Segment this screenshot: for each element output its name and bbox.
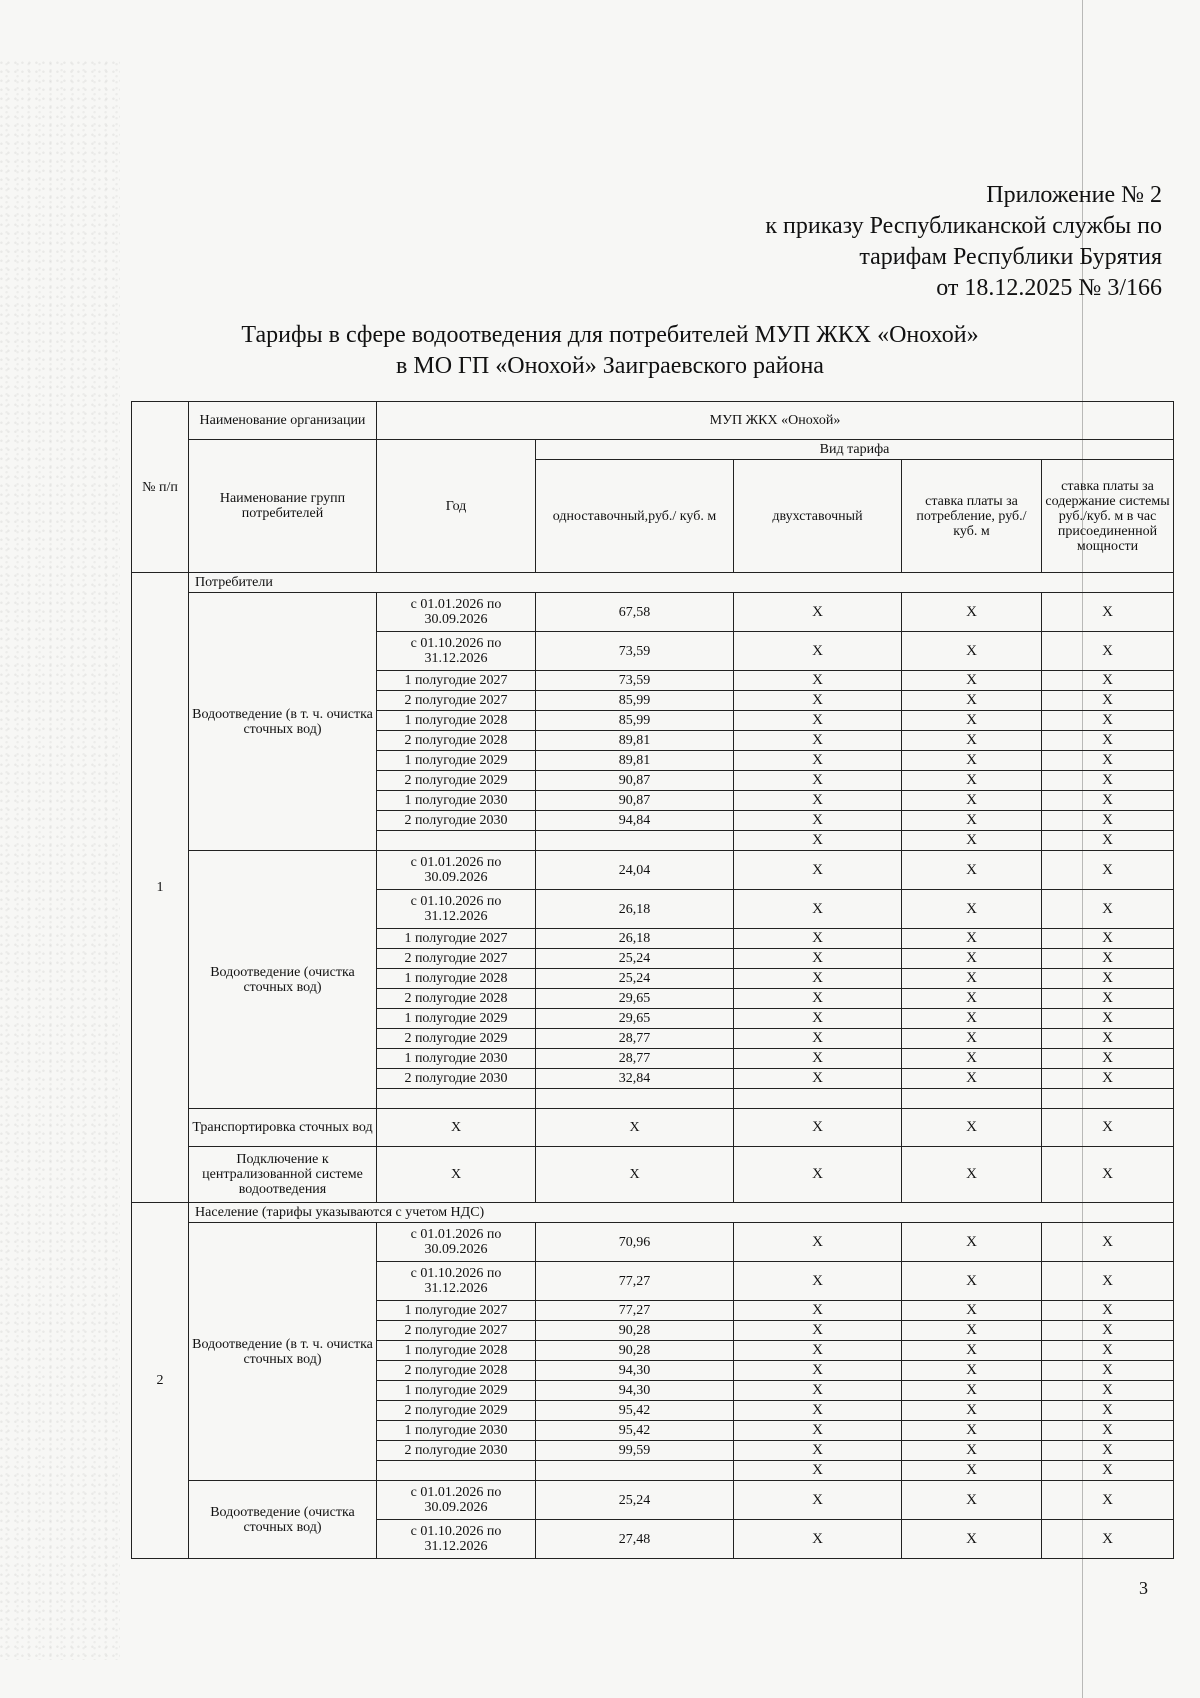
consumption-rate-cell: X <box>902 1109 1042 1147</box>
single-rate-cell: 29,65 <box>536 989 734 1009</box>
period-cell <box>377 1461 536 1481</box>
period-cell: с 01.10.2026 по 31.12.2026 <box>377 1520 536 1559</box>
period-cell <box>377 1089 536 1109</box>
header-tariff-type: Вид тарифа <box>536 440 1174 460</box>
single-rate-cell: 25,24 <box>536 949 734 969</box>
section-number: 1 <box>132 573 189 1203</box>
title-line: Тарифы в сфере водоотведения для потребителей МУП ЖКХ «Онохой» <box>241 322 979 348</box>
maintenance-rate-cell: X <box>1042 593 1174 632</box>
scan-noise <box>0 60 120 1660</box>
two-rate-cell: X <box>734 1069 902 1089</box>
period-cell: X <box>377 1147 536 1203</box>
maintenance-rate-cell: X <box>1042 1381 1174 1401</box>
maintenance-rate-cell: X <box>1042 969 1174 989</box>
maintenance-rate-cell: X <box>1042 731 1174 751</box>
category-row <box>132 1203 1174 1223</box>
maintenance-rate-cell: X <box>1042 1262 1174 1301</box>
single-rate-cell <box>536 1089 734 1109</box>
maintenance-rate-cell: X <box>1042 831 1174 851</box>
period-cell <box>377 831 536 851</box>
consumption-rate-cell: X <box>902 1361 1042 1381</box>
single-rate-cell: 94,84 <box>536 811 734 831</box>
single-rate-cell: 99,59 <box>536 1441 734 1461</box>
consumption-rate-cell: X <box>902 1381 1042 1401</box>
maintenance-rate-cell: X <box>1042 1321 1174 1341</box>
two-rate-cell: X <box>734 731 902 751</box>
consumption-rate-cell: X <box>902 1223 1042 1262</box>
consumption-rate-cell: X <box>902 593 1042 632</box>
consumption-rate-cell: X <box>902 1147 1042 1203</box>
tariff-table <box>131 401 1174 1559</box>
consumption-rate-cell: X <box>902 731 1042 751</box>
maintenance-rate-cell: X <box>1042 1301 1174 1321</box>
page-number: 3 <box>1139 1578 1148 1598</box>
maintenance-rate-cell: X <box>1042 989 1174 1009</box>
two-rate-cell: X <box>734 1029 902 1049</box>
two-rate-cell: X <box>734 1341 902 1361</box>
two-rate-cell: X <box>734 1147 902 1203</box>
consumption-rate-cell: X <box>902 1421 1042 1441</box>
consumption-rate-cell: X <box>902 1069 1042 1089</box>
maintenance-rate-cell: X <box>1042 1223 1174 1262</box>
single-rate-cell: X <box>536 1109 734 1147</box>
consumption-rate-cell: X <box>902 691 1042 711</box>
consumer-group-name: Водоотведение (в т. ч. очистка сточных вод) <box>189 593 377 851</box>
two-rate-cell: X <box>734 1361 902 1381</box>
maintenance-rate-cell: X <box>1042 1147 1174 1203</box>
period-cell: 1 полугодие 2028 <box>377 1341 536 1361</box>
period-cell: 2 полугодие 2028 <box>377 1361 536 1381</box>
period-cell: 2 полугодие 2030 <box>377 811 536 831</box>
single-rate-cell: 94,30 <box>536 1361 734 1381</box>
two-rate-cell: X <box>734 1321 902 1341</box>
maintenance-rate-cell: X <box>1042 1461 1174 1481</box>
period-cell: 1 полугодие 2027 <box>377 671 536 691</box>
maintenance-rate-cell: X <box>1042 1361 1174 1381</box>
consumer-group-name: Подключение к централизованной системе водоотведения <box>189 1147 377 1203</box>
category-row <box>132 573 1174 593</box>
maintenance-rate-cell: X <box>1042 771 1174 791</box>
period-cell: 1 полугодие 2030 <box>377 791 536 811</box>
document-title <box>180 320 1040 382</box>
consumption-rate-cell: X <box>902 1049 1042 1069</box>
consumption-rate-cell: X <box>902 1321 1042 1341</box>
header-row-org <box>132 402 1174 440</box>
two-rate-cell: X <box>734 1049 902 1069</box>
two-rate-cell: X <box>734 1461 902 1481</box>
single-rate-cell: 89,81 <box>536 751 734 771</box>
maintenance-rate-cell <box>1042 1089 1174 1109</box>
two-rate-cell: X <box>734 1262 902 1301</box>
period-cell: с 01.01.2026 по 30.09.2026 <box>377 1223 536 1262</box>
consumption-rate-cell: X <box>902 791 1042 811</box>
header-org-value: МУП ЖКХ «Онохой» <box>377 402 1174 440</box>
period-cell: 2 полугодие 2028 <box>377 731 536 751</box>
period-cell: X <box>377 1109 536 1147</box>
consumption-rate-cell: X <box>902 1401 1042 1421</box>
header-single-rate: одноставочный,руб./ куб. м <box>536 460 734 573</box>
single-rate-cell: 26,18 <box>536 929 734 949</box>
table-row <box>132 851 1174 890</box>
maintenance-rate-cell: X <box>1042 1481 1174 1520</box>
period-cell: 1 полугодие 2027 <box>377 1301 536 1321</box>
appendix-line: Приложение № 2 <box>986 182 1162 208</box>
period-cell: 2 полугодие 2030 <box>377 1441 536 1461</box>
single-rate-cell: 95,42 <box>536 1401 734 1421</box>
single-rate-cell: 90,28 <box>536 1321 734 1341</box>
period-cell: 2 полугодие 2027 <box>377 1321 536 1341</box>
single-rate-cell: 25,24 <box>536 969 734 989</box>
consumption-rate-cell: X <box>902 1520 1042 1559</box>
header-consumption-rate: ставка платы за потребление, руб./ куб. м <box>902 460 1042 573</box>
maintenance-rate-cell: X <box>1042 1069 1174 1089</box>
period-cell: 1 полугодие 2029 <box>377 1009 536 1029</box>
title-line: в МО ГП «Онохой» Заиграевского района <box>396 353 824 379</box>
header-num: № п/п <box>132 402 189 573</box>
maintenance-rate-cell: X <box>1042 1341 1174 1361</box>
maintenance-rate-cell: X <box>1042 811 1174 831</box>
consumption-rate-cell: X <box>902 1341 1042 1361</box>
maintenance-rate-cell: X <box>1042 949 1174 969</box>
maintenance-rate-cell: X <box>1042 1109 1174 1147</box>
consumption-rate-cell: X <box>902 851 1042 890</box>
period-cell: 2 полугодие 2028 <box>377 989 536 1009</box>
single-rate-cell: 28,77 <box>536 1049 734 1069</box>
consumption-rate-cell: X <box>902 711 1042 731</box>
single-rate-cell: 73,59 <box>536 671 734 691</box>
two-rate-cell: X <box>734 1381 902 1401</box>
period-cell: 2 полугодие 2029 <box>377 1029 536 1049</box>
single-rate-cell: 73,59 <box>536 632 734 671</box>
two-rate-cell: X <box>734 1441 902 1461</box>
two-rate-cell: X <box>734 890 902 929</box>
table-row <box>132 593 1174 632</box>
maintenance-rate-cell: X <box>1042 1421 1174 1441</box>
period-cell: 2 полугодие 2027 <box>377 949 536 969</box>
single-rate-cell <box>536 831 734 851</box>
single-rate-cell: 89,81 <box>536 731 734 751</box>
consumption-rate-cell: X <box>902 632 1042 671</box>
single-rate-cell: 24,04 <box>536 851 734 890</box>
period-cell: 2 полугодие 2027 <box>377 691 536 711</box>
period-cell: 1 полугодие 2030 <box>377 1049 536 1069</box>
period-cell: 1 полугодие 2027 <box>377 929 536 949</box>
consumption-rate-cell <box>902 1089 1042 1109</box>
header-two-rate: двухставочный <box>734 460 902 573</box>
consumption-rate-cell: X <box>902 811 1042 831</box>
period-cell: с 01.10.2026 по 31.12.2026 <box>377 890 536 929</box>
consumption-rate-cell: X <box>902 949 1042 969</box>
two-rate-cell: X <box>734 671 902 691</box>
single-rate-cell: 70,96 <box>536 1223 734 1262</box>
consumption-rate-cell: X <box>902 1029 1042 1049</box>
category-label: Население (тарифы указываются с учетом НДС) <box>189 1203 1174 1223</box>
single-rate-cell: 25,24 <box>536 1481 734 1520</box>
maintenance-rate-cell: X <box>1042 751 1174 771</box>
single-rate-cell: 77,27 <box>536 1262 734 1301</box>
consumption-rate-cell: X <box>902 969 1042 989</box>
consumer-group-name: Транспортировка сточных вод <box>189 1109 377 1147</box>
single-rate-cell: 28,77 <box>536 1029 734 1049</box>
appendix-header <box>765 180 1162 304</box>
single-rate-cell: 29,65 <box>536 1009 734 1029</box>
header-org-label: Наименование организации <box>189 402 377 440</box>
two-rate-cell: X <box>734 811 902 831</box>
consumption-rate-cell: X <box>902 771 1042 791</box>
appendix-line: тарифам Республики Бурятия <box>859 244 1162 270</box>
two-rate-cell <box>734 1089 902 1109</box>
single-rate-cell: X <box>536 1147 734 1203</box>
consumption-rate-cell: X <box>902 831 1042 851</box>
period-cell: 1 полугодие 2030 <box>377 1421 536 1441</box>
two-rate-cell: X <box>734 1223 902 1262</box>
two-rate-cell: X <box>734 1481 902 1520</box>
header-row-tariff-type <box>132 440 1174 460</box>
maintenance-rate-cell: X <box>1042 1441 1174 1461</box>
two-rate-cell: X <box>734 831 902 851</box>
single-rate-cell: 85,99 <box>536 691 734 711</box>
period-cell: с 01.01.2026 по 30.09.2026 <box>377 1481 536 1520</box>
single-rate-cell: 67,58 <box>536 593 734 632</box>
single-rate-cell: 77,27 <box>536 1301 734 1321</box>
consumer-group-name: Водоотведение (в т. ч. очистка сточных вод) <box>189 1223 377 1481</box>
appendix-line: от 18.12.2025 № 3/166 <box>936 275 1162 301</box>
consumption-rate-cell: X <box>902 890 1042 929</box>
maintenance-rate-cell: X <box>1042 791 1174 811</box>
consumption-rate-cell: X <box>902 1301 1042 1321</box>
two-rate-cell: X <box>734 851 902 890</box>
two-rate-cell: X <box>734 593 902 632</box>
two-rate-cell: X <box>734 711 902 731</box>
two-rate-cell: X <box>734 989 902 1009</box>
period-cell: с 01.01.2026 по 30.09.2026 <box>377 593 536 632</box>
table-row <box>132 1109 1174 1147</box>
header-group-label: Наименование групп потребителей <box>189 440 377 573</box>
two-rate-cell: X <box>734 1520 902 1559</box>
maintenance-rate-cell: X <box>1042 711 1174 731</box>
two-rate-cell: X <box>734 691 902 711</box>
single-rate-cell <box>536 1461 734 1481</box>
two-rate-cell: X <box>734 929 902 949</box>
maintenance-rate-cell: X <box>1042 890 1174 929</box>
two-rate-cell: X <box>734 949 902 969</box>
maintenance-rate-cell: X <box>1042 1049 1174 1069</box>
consumption-rate-cell: X <box>902 1009 1042 1029</box>
two-rate-cell: X <box>734 771 902 791</box>
two-rate-cell: X <box>734 969 902 989</box>
period-cell: 2 полугодие 2029 <box>377 771 536 791</box>
single-rate-cell: 32,84 <box>536 1069 734 1089</box>
period-cell: с 01.10.2026 по 31.12.2026 <box>377 632 536 671</box>
period-cell: 1 полугодие 2029 <box>377 1381 536 1401</box>
two-rate-cell: X <box>734 632 902 671</box>
consumption-rate-cell: X <box>902 1461 1042 1481</box>
table-row <box>132 1481 1174 1520</box>
consumption-rate-cell: X <box>902 1441 1042 1461</box>
consumption-rate-cell: X <box>902 989 1042 1009</box>
consumption-rate-cell: X <box>902 1262 1042 1301</box>
consumption-rate-cell: X <box>902 1481 1042 1520</box>
two-rate-cell: X <box>734 1009 902 1029</box>
period-cell: 2 полугодие 2029 <box>377 1401 536 1421</box>
single-rate-cell: 95,42 <box>536 1421 734 1441</box>
period-cell: 1 полугодие 2028 <box>377 969 536 989</box>
maintenance-rate-cell: X <box>1042 1401 1174 1421</box>
two-rate-cell: X <box>734 1421 902 1441</box>
table-row <box>132 1147 1174 1203</box>
two-rate-cell: X <box>734 1109 902 1147</box>
header-maintenance-rate: ставка платы за содержание системы руб./куб. м в час присоединенной мощности <box>1042 460 1174 573</box>
two-rate-cell: X <box>734 791 902 811</box>
maintenance-rate-cell: X <box>1042 691 1174 711</box>
maintenance-rate-cell: X <box>1042 1009 1174 1029</box>
single-rate-cell: 27,48 <box>536 1520 734 1559</box>
category-label: Потребители <box>189 573 1174 593</box>
single-rate-cell: 94,30 <box>536 1381 734 1401</box>
consumer-group-name: Водоотведение (очистка сточных вод) <box>189 1481 377 1559</box>
maintenance-rate-cell: X <box>1042 1029 1174 1049</box>
consumption-rate-cell: X <box>902 751 1042 771</box>
consumer-group-name: Водоотведение (очистка сточных вод) <box>189 851 377 1109</box>
single-rate-cell: 26,18 <box>536 890 734 929</box>
table-row <box>132 1223 1174 1262</box>
appendix-line: к приказу Республиканской службы по <box>765 213 1162 239</box>
maintenance-rate-cell: X <box>1042 1520 1174 1559</box>
two-rate-cell: X <box>734 751 902 771</box>
period-cell: с 01.01.2026 по 30.09.2026 <box>377 851 536 890</box>
single-rate-cell: 90,28 <box>536 1341 734 1361</box>
period-cell: 1 полугодие 2028 <box>377 711 536 731</box>
two-rate-cell: X <box>734 1301 902 1321</box>
single-rate-cell: 90,87 <box>536 791 734 811</box>
maintenance-rate-cell: X <box>1042 929 1174 949</box>
header-year: Год <box>377 440 536 573</box>
consumption-rate-cell: X <box>902 929 1042 949</box>
period-cell: с 01.10.2026 по 31.12.2026 <box>377 1262 536 1301</box>
maintenance-rate-cell: X <box>1042 632 1174 671</box>
two-rate-cell: X <box>734 1401 902 1421</box>
period-cell: 1 полугодие 2029 <box>377 751 536 771</box>
period-cell: 2 полугодие 2030 <box>377 1069 536 1089</box>
maintenance-rate-cell: X <box>1042 851 1174 890</box>
consumption-rate-cell: X <box>902 671 1042 691</box>
section-number: 2 <box>132 1203 189 1559</box>
maintenance-rate-cell: X <box>1042 671 1174 691</box>
single-rate-cell: 90,87 <box>536 771 734 791</box>
single-rate-cell: 85,99 <box>536 711 734 731</box>
